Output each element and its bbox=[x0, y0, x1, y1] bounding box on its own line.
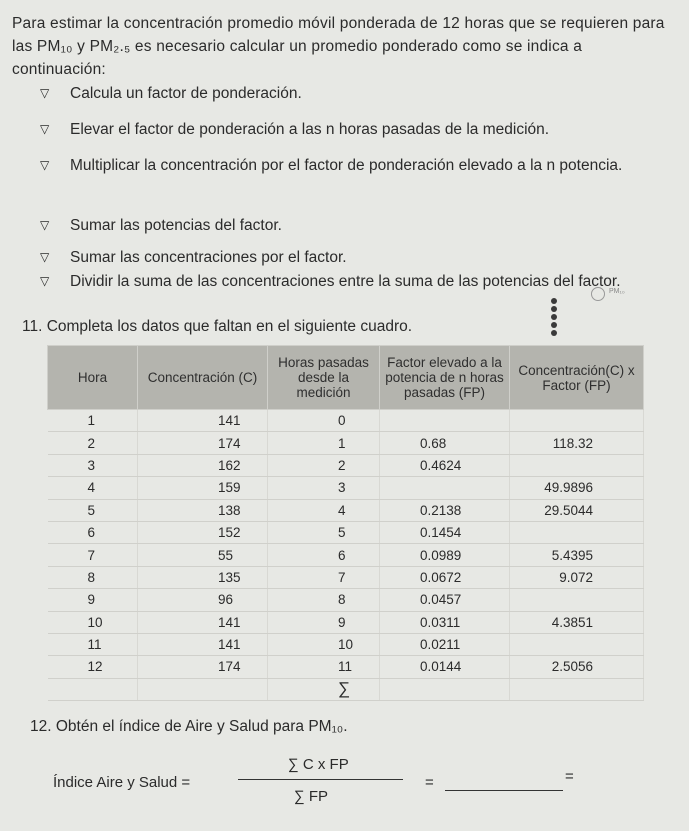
table-row bbox=[48, 656, 644, 678]
cell-producto[interactable] bbox=[510, 521, 644, 543]
step-text: Calcula un factor de ponderación. bbox=[70, 85, 302, 102]
cell-concentracion bbox=[138, 678, 268, 700]
cell-concentracion: 174 bbox=[138, 656, 268, 678]
step-text: Sumar las potencias del factor. bbox=[70, 217, 282, 234]
cell-concentracion: 159 bbox=[138, 477, 268, 499]
step-item bbox=[40, 214, 670, 237]
step-text: Sumar las concentraciones por el factor. bbox=[70, 249, 347, 266]
step-text: Elevar el factor de ponderación a las n horas pasadas de la medición. bbox=[70, 121, 550, 138]
triangle-bullet-icon: ▽ bbox=[40, 274, 50, 288]
cell-hora: 12 bbox=[48, 656, 138, 678]
cell-factor[interactable]: 0.68 bbox=[380, 432, 510, 454]
cell-horas: 8 bbox=[268, 589, 380, 611]
table-row bbox=[48, 589, 644, 611]
cell-horas: 1 bbox=[268, 432, 380, 454]
header-hora: Hora bbox=[48, 346, 138, 410]
triangle-bullet-icon: ▽ bbox=[40, 158, 50, 172]
cell-factor[interactable]: 0.1454 bbox=[380, 521, 510, 543]
cell-factor[interactable]: 0.4624 bbox=[380, 454, 510, 476]
cell-horas: 5 bbox=[268, 521, 380, 543]
triangle-bullet-icon: ▽ bbox=[40, 250, 50, 264]
cell-hora: 4 bbox=[48, 477, 138, 499]
cell-concentracion: 152 bbox=[138, 521, 268, 543]
formula bbox=[53, 752, 613, 812]
cell-concentracion: 141 bbox=[138, 410, 268, 432]
cell-producto-sum[interactable] bbox=[510, 678, 644, 700]
step-item bbox=[40, 154, 670, 177]
cell-producto[interactable]: 49.9896 bbox=[510, 477, 644, 499]
cell-producto[interactable] bbox=[510, 454, 644, 476]
cell-factor[interactable]: 0.0457 bbox=[380, 589, 510, 611]
radio-circle-icon bbox=[591, 287, 605, 301]
cell-factor[interactable]: 0.0211 bbox=[380, 633, 510, 655]
equals-sign: = bbox=[425, 774, 434, 791]
cell-hora: 1 bbox=[48, 410, 138, 432]
cell-producto[interactable]: 29.5044 bbox=[510, 499, 644, 521]
cell-producto[interactable]: 4.3851 bbox=[510, 611, 644, 633]
cell-hora: 9 bbox=[48, 589, 138, 611]
fraction-bar bbox=[238, 779, 403, 780]
header-factor-elevado: Factor elevado a la potencia de n horas pasadas (FP) bbox=[380, 346, 510, 410]
triangle-bullet-icon: ▽ bbox=[40, 122, 50, 136]
header-concentracion: Concentración (C) bbox=[138, 346, 268, 410]
cell-horas: 4 bbox=[268, 499, 380, 521]
cell-horas: 9 bbox=[268, 611, 380, 633]
cell-factor[interactable]: 0.2138 bbox=[380, 499, 510, 521]
fraction-denominator: ∑ FP bbox=[294, 788, 329, 805]
cell-producto[interactable] bbox=[510, 589, 644, 611]
cell-producto[interactable] bbox=[510, 410, 644, 432]
cell-horas: 6 bbox=[268, 544, 380, 566]
data-table bbox=[47, 345, 644, 701]
step-item bbox=[40, 118, 670, 141]
step-text: Multiplicar la concentración por el factor de ponderación elevado a la n potencia. bbox=[70, 157, 623, 174]
cell-hora: 11 bbox=[48, 633, 138, 655]
cell-horas: 7 bbox=[268, 566, 380, 588]
cell-concentracion: 55 bbox=[138, 544, 268, 566]
triangle-bullet-icon: ▽ bbox=[40, 86, 50, 100]
table-row bbox=[48, 544, 644, 566]
cell-producto[interactable] bbox=[510, 633, 644, 655]
cell-factor[interactable]: 0.0989 bbox=[380, 544, 510, 566]
table-row bbox=[48, 454, 644, 476]
cell-concentracion: 141 bbox=[138, 633, 268, 655]
step-item bbox=[40, 246, 670, 269]
cell-concentracion: 138 bbox=[138, 499, 268, 521]
header-horas-pasadas: Horas pasadas desde la medición bbox=[268, 346, 380, 410]
answer-blank[interactable] bbox=[445, 790, 563, 791]
cell-producto[interactable]: 9.072 bbox=[510, 566, 644, 588]
cell-concentracion: 174 bbox=[138, 432, 268, 454]
cell-horas: 3 bbox=[268, 477, 380, 499]
cell-hora: 2 bbox=[48, 432, 138, 454]
cell-horas: 0 bbox=[268, 410, 380, 432]
table-row bbox=[48, 432, 644, 454]
header-concentracion-por-factor: Concentración(C) x Factor (FP) bbox=[510, 346, 644, 410]
cell-hora: 5 bbox=[48, 499, 138, 521]
table-header-row bbox=[48, 346, 644, 410]
table-row bbox=[48, 633, 644, 655]
table-row bbox=[48, 477, 644, 499]
formula-label: Índice Aire y Salud = bbox=[53, 774, 191, 791]
table-row bbox=[48, 499, 644, 521]
cell-hora: 6 bbox=[48, 521, 138, 543]
intro-paragraph: Para estimar la concentración promedio móvil ponderada de 12 horas que se requieren para las PM₁₀ y PM₂.₅ es necesario calcular un promedio ponderado como se indica a continuación: bbox=[12, 15, 665, 78]
cell-factor[interactable]: 0.0311 bbox=[380, 611, 510, 633]
cell-hora bbox=[48, 678, 138, 700]
question-12: 12. Obtén el índice de Aire y Salud para PM₁₀. bbox=[30, 718, 348, 735]
cell-hora: 10 bbox=[48, 611, 138, 633]
table-row-sum bbox=[48, 678, 644, 700]
step-item bbox=[40, 82, 670, 105]
equals-sign: = bbox=[565, 768, 574, 785]
question-11: 11. Completa los datos que faltan en el siguiente cuadro. bbox=[22, 318, 413, 335]
cell-concentracion: 135 bbox=[138, 566, 268, 588]
cell-horas: 2 bbox=[268, 454, 380, 476]
table-row bbox=[48, 611, 644, 633]
table-row bbox=[48, 521, 644, 543]
step-item bbox=[40, 270, 670, 293]
cell-factor-sum[interactable] bbox=[380, 678, 510, 700]
drag-handle-icon[interactable] bbox=[550, 298, 558, 336]
cell-concentracion: 162 bbox=[138, 454, 268, 476]
cell-hora: 3 bbox=[48, 454, 138, 476]
cell-factor[interactable]: 0.0144 bbox=[380, 656, 510, 678]
step-text: Dividir la suma de las concentraciones entre la suma de las potencias del factor. bbox=[70, 273, 621, 290]
cell-factor[interactable]: 0.0672 bbox=[380, 566, 510, 588]
fraction-numerator: ∑ C x FP bbox=[288, 756, 349, 773]
cell-horas: 11 bbox=[268, 656, 380, 678]
cell-producto[interactable]: 2.5056 bbox=[510, 656, 644, 678]
table-row bbox=[48, 410, 644, 432]
sum-symbol: ∑ bbox=[268, 678, 380, 700]
cell-producto[interactable]: 118.32 bbox=[510, 432, 644, 454]
triangle-bullet-icon: ▽ bbox=[40, 218, 50, 232]
cell-producto[interactable]: 5.4395 bbox=[510, 544, 644, 566]
cell-hora: 8 bbox=[48, 566, 138, 588]
cell-concentracion: 141 bbox=[138, 611, 268, 633]
cell-hora: 7 bbox=[48, 544, 138, 566]
cell-factor[interactable] bbox=[380, 477, 510, 499]
cell-horas: 10 bbox=[268, 633, 380, 655]
cell-concentracion: 96 bbox=[138, 589, 268, 611]
table-row bbox=[48, 566, 644, 588]
cell-factor[interactable] bbox=[380, 410, 510, 432]
margin-note: PM₁₀ bbox=[609, 288, 625, 295]
